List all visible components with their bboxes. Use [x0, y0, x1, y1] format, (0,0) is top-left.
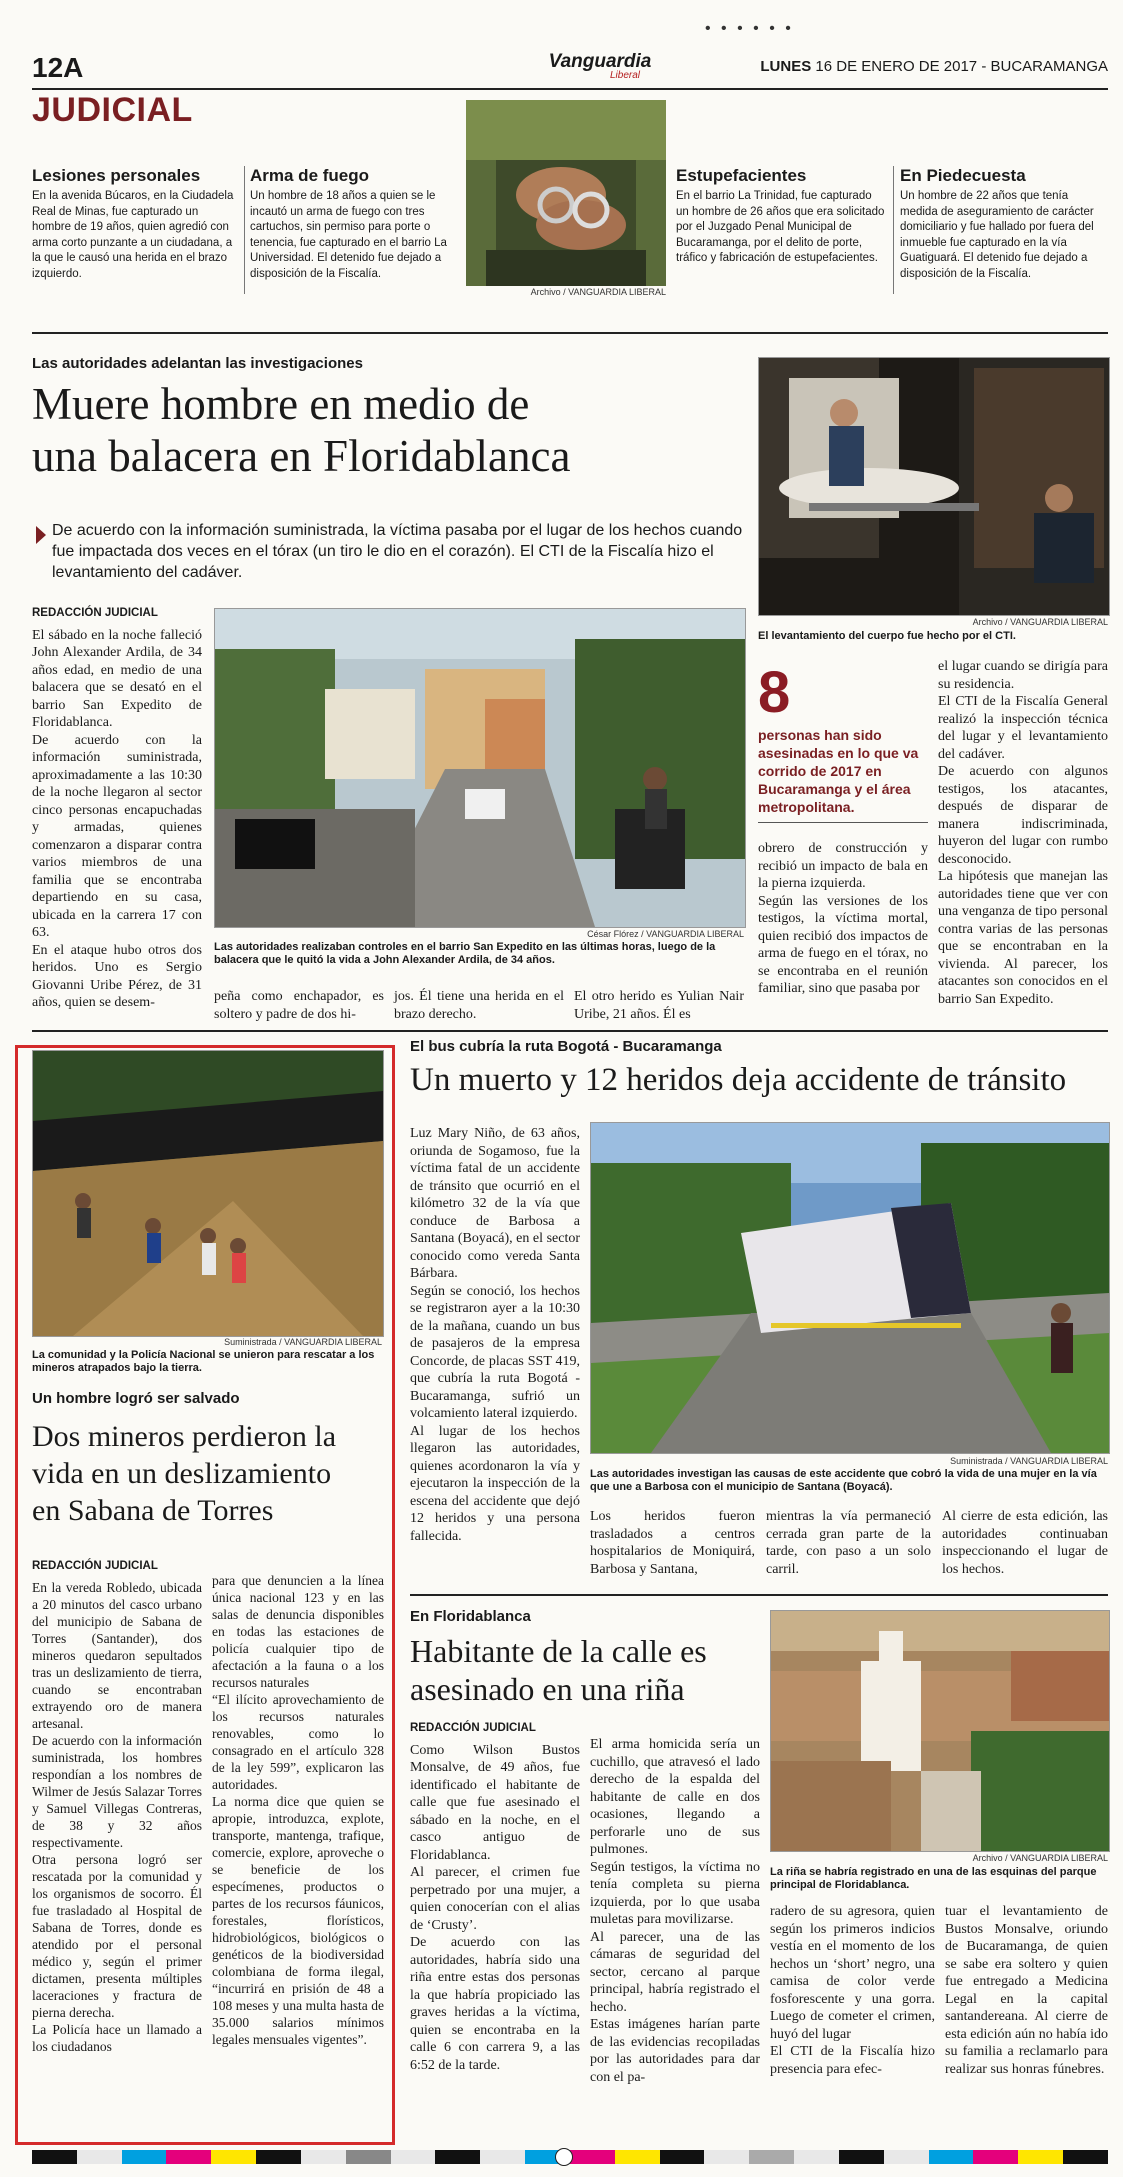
story1-col4: el lugar cuando se dirigía para su residencia. El CTI de la Fiscalía General realizó la inspección técnica del lugar y el levantamiento del cadáver. De acuerdo con algunos testigos, los atacantes, después de disparar de manera indiscriminada, huyeron del lugar con rumbo desconocido. La hipótesis que manejan las autoridades tiene que ver con una venganza de tipo personal contra varias de las personas que se encontraban en la vivienda. Al parecer, los atacantes son conocidos en el barrio San Expedito.: [938, 659, 1108, 1007]
story4-col3: radero de su agresora, quien según los primeros indicios vestía en el momento de los hechos un ‘short’ negro, una camisa de color verde fosforescente y una gorra. Luego de cometer el crimen, huyó del lugar El CTI de la Fiscalía hizo presencia para efec-: [770, 1904, 935, 2077]
story1-col1: [32, 605, 202, 1012]
brief-title: En Piedecuesta: [900, 166, 1026, 185]
story1-lead: De acuerdo con la información suministrada, la víctima pasaba por el lugar de los hechos cuando fue impactada dos veces en el tórax (un tiro le dio en el corazón). El CTI de la Fiscalía hizo el levantamiento del cadáver.: [52, 522, 743, 581]
body-text: El sábado en la noche falleció John Alexander Ardila, de 34 años edad, en medio de una balacera que se desató en el barrio San Expedito de Floridablanca. De acuerdo con la información suministrada, aproximadamente a las 10:30 de la noche llegaron al sector cinco personas encapuchadas y armadas, quienes comenzaron a disparar contra varios miembros de una familia que se encontraba departiendo en su casa, ubicada en la carrera 17 con 63. En el ataque hubo otros dos heridos. Uno es Sergio Giovanni Uribe Pérez, de 31 años, quien se desem-: [32, 627, 202, 1010]
story1-under-photo-3: El otro herido es Yulian Nair Uribe, 21 años. Él es: [574, 989, 744, 1022]
masthead-title: Vanguardia: [548, 51, 652, 72]
story3-col4: Al cierre de esta edición, las autoridades continuaban inspeccionando el lugar de los hechos.: [942, 1509, 1108, 1577]
brief-text: En el barrio La Trinidad, fue capturado un hombre de 26 años que era solicitado por el Juzgado Penal Municipal de Bucaramanga, por el delito de porte, tráfico y fabricación de estupefacientes.: [676, 190, 885, 264]
page-number: 12A: [32, 52, 84, 83]
story4-col2: El arma homicida sería un cuchillo, que atravesó el lado derecho de la espalda del habitante de calle en dos ocasiones, llegando a perforarle uno de sus pulmones. Según testigos, la víctima no tenía completa su pierna izquierda, por lo que usaba muletas para movilizarse. Al parecer, una de las cámaras de seguridad del sector, cercano al parque principal, habría registrado el hecho. Estas imágenes harían parte de las evidencias recopiladas por las autoridades para dar con el pa-: [590, 1737, 760, 2085]
story1-photo-cti: [758, 357, 1110, 616]
brief-text: Un hombre de 22 años que tenía medida de aseguramiento de carácter domiciliario y fue hallado por fuera del inmueble fue capturado en la vía Guatiguará. El detenido fue dejado a disposición de la Fiscalía.: [900, 190, 1094, 280]
story2-photo-caption: La comunidad y la Policía Nacional se unieron para rescatar a los mineros atrapados bajo la tierra.: [32, 1349, 375, 1374]
section-rule: [32, 332, 1108, 334]
story2-col2: para que denuncien a la línea única nacional 123 y en las salas de denuncia disponibles en todas las estaciones de policía cualquier tipo de afectación a la fauna o a los recursos naturales “El ilícito aprovechamiento de los recursos naturales renovables, como lo consagrado en el artículo 328 de la ley 599”, explicaron las autoridades. La norma dice que quien se apropie, introduzca, explote, transporte, mantenga, trafique, comercie, explore, aproveche o se beneficie de los especímenes, productos o partes de los recursos fáunicos, forestales, florísticos, hidrobiológicos, biológicos o genéticos de la biodiversidad colombiana de forma ilegal, “incurrirá en prisión de 48 a 108 meses y una multa hasta de 35.000 salarios mínimos legales mensuales vigentes”.: [212, 1573, 384, 2047]
story3-photo-credit: Suministrada / VANGUARDIA LIBERAL: [950, 1456, 1108, 1466]
date-text: 16 DE ENERO DE 2017 - BUCARAMANGA: [815, 58, 1108, 75]
story4-col1: [410, 1720, 580, 2074]
body-text: Como Wilson Bustos Monsalve, de 49 años, fue identificado el habitante de calle que fue asesinado el sábado en la noche, en el casco antiguo de Floridablanca. Al parecer, el crimen fue perpetrado por una mujer, a quien conocerían con el alias de ‘Crusty’. De acuerdo con las autoridades, habría sido una riña entre estas dos personas la que habría propiciado las graves heridas a la víctima, quien se encontraba en la calle 6 con carrera 9, a las 6:52 de la tarde.: [410, 1742, 580, 2073]
brief-divider: [893, 166, 894, 294]
headline-line: Muere hombre en medio de: [32, 379, 530, 429]
section-rule: [32, 1030, 1108, 1032]
story3-headline: Un muerto y 12 heridos deja accidente de tránsito: [410, 1062, 1067, 1098]
brief-piedecuesta: [900, 166, 1108, 282]
story4-photo-caption: La riña se habría registrado en una de las esquinas del parque principal de Floridablanca.: [770, 1866, 1097, 1891]
story3-col3: mientras la vía permaneció cerrada gran parte de la tarde, con paso a un solo carril.: [766, 1509, 931, 1577]
stat-box: [758, 660, 928, 823]
story2-headline: [32, 1418, 392, 1529]
story3-col2: Los heridos fueron trasladados a centros hospitalarios de Moniquirá, Barbosa y Santana,: [590, 1509, 755, 1577]
crosshair-icon: [555, 2148, 573, 2166]
brief-title: Lesiones personales: [32, 166, 201, 185]
brief-photo-credit: Archivo / VANGUARDIA LIBERAL: [530, 287, 666, 297]
brief-title: Arma de fuego: [250, 166, 370, 185]
story1-photo1-credit: Archivo / VANGUARDIA LIBERAL: [972, 617, 1108, 627]
story2-photo-mine: [32, 1050, 384, 1337]
date-day: LUNES: [760, 58, 812, 75]
page-header: [32, 50, 1108, 90]
story2-col1: [32, 1558, 202, 2055]
brief-lesiones: [32, 166, 237, 282]
story1-kicker: Las autoridades adelantan las investigaciones: [32, 355, 363, 372]
brief-text: En la avenida Búcaros, en la Ciudadela Real de Minas, fue capturado un hombre de 19 años, quien agredió con arma corto punzante a un ciudadana, a la que le causó una herida en el brazo izquierdo.: [32, 190, 234, 280]
headline-line: en Sabana de Torres: [32, 1494, 274, 1527]
brief-arma: [250, 166, 455, 282]
headline-line: Dos mineros perdieron la: [32, 1420, 337, 1453]
handcuffs-photo: [466, 100, 666, 286]
story4-photo-plaza: [770, 1610, 1110, 1852]
story1-under-photo-1: peña como enchapador, es soltero y padre de dos hi-: [214, 989, 384, 1022]
story2-kicker: Un hombre logró ser salvado: [32, 1390, 240, 1407]
stat-text: personas han sido asesinadas en lo que va corrido de 2017 en Bucaramanga y el área metropolitana.: [758, 726, 928, 823]
headline-line: vida en un deslizamiento: [32, 1457, 332, 1490]
byline: REDACCIÓN JUDICIAL: [410, 1722, 536, 1734]
story1-under-photo-2: jos. Él tiene una herida en el brazo derecho.: [394, 989, 564, 1022]
headline-line: asesinado en una riña: [410, 1671, 685, 1707]
story4-headline: [410, 1632, 770, 1708]
story4-col4: tuar el levantamiento de Bustos Monsalve, oriundo de Bucaramanga, de quien se sabe era soltero y quien fue entregado a Medicina Legal en la capital santandereana. Al cierre de esta edición aún no había ido su familia a reclamarlo para realizar sus honras fúnebres.: [945, 1904, 1108, 2077]
brief-text: Un hombre de 18 años a quien se le incautó un arma de fuego con tres cartuchos, sin permiso para porte o tenencia, fue capturado en el barrio La Universidad. El detenido fue dejado a disposición de la Fiscalía.: [250, 190, 447, 280]
section-rule: [410, 1594, 1108, 1596]
headline-line: una balacera en Floridablanca: [32, 431, 571, 481]
stat-number: 8: [758, 660, 791, 725]
story3-kicker: El bus cubría la ruta Bogotá - Bucaramanga: [410, 1038, 722, 1055]
headline-line: Habitante de la calle es: [410, 1633, 707, 1669]
section-title: JUDICIAL: [32, 91, 193, 129]
body-text: En la vereda Robledo, ubicada a 20 minutos del casco urbano del municipio de Sabana de Torres (Santander), dos mineros quedaron sepultados tras un deslizamiento de tierra, cuando se encontraban extrayendo oro de manera artesanal. De acuerdo con la información suministrada, los hombres respondían a los nombres de Wilmer de Jesús Salazar Torres y Samuel Villegas Contreras, de 38 y 32 años respectivamente. Otra persona logró ser rescatada por la comunidad y los organismos de socorro. Él fue trasladado al Hospital de Sabana de Torres, donde es atendido por el personal médico y, según el primer dictamen, presenta múltiples laceraciones y fractura de pierna derecha. La Policía hace un llamado a los ciudadanos: [32, 1580, 202, 2054]
story1-headline: [32, 378, 752, 482]
story4-photo-credit: Archivo / VANGUARDIA LIBERAL: [972, 1853, 1108, 1863]
masthead-subtitle: Liberal: [609, 70, 641, 81]
brief-title: Estupefacientes: [676, 166, 807, 185]
brief-estupefacientes: [676, 166, 886, 267]
story1-photo2-credit: César Flórez / VANGUARDIA LIBERAL: [587, 929, 744, 939]
story2-photo-credit: Suministrada / VANGUARDIA LIBERAL: [224, 1337, 382, 1347]
story1-photo2-caption: Las autoridades realizaban controles en el barrio San Expedito en las últimas horas, luego de la balacera que le quitó la vida a John Alexander Ardila, de 34 años.: [214, 941, 716, 966]
page-date: [760, 58, 1108, 75]
lead-marker: [36, 526, 46, 544]
story4-kicker: En Floridablanca: [410, 1608, 531, 1625]
story1-photo1-caption: El levantamiento del cuerpo fue hecho por el CTI.: [758, 630, 1016, 642]
story3-col1: Luz Mary Niño, de 63 años, oriunda de Sogamoso, fue la víctima fatal de un accidente de tránsito que ocurrió en el kilómetro 32 de la vía que conduce de Barbosa a Santana (Boyacá), en el sector conocido como vereda Santa Bárbara. Según se conoció, los hechos se registraron ayer a la 10:30 de la mañana, cuando un bus de pasajeros de la empresa Concorde, de placas SST 419, que cubría la ruta Bogotá - Bucaramanga, sufrió un volcamiento lateral izquierdo. Al lugar de los hechos llegaron las autoridades, quienes acordonaron la vía y ejecutaron la inspección de la escena del accidente que dejó 12 heridos y una persona fallecida.: [410, 1126, 580, 1544]
masthead-logo: [540, 52, 660, 81]
byline: REDACCIÓN JUDICIAL: [32, 1560, 158, 1572]
brief-divider: [244, 166, 245, 294]
story1-photo-street: [214, 608, 746, 928]
story3-photo-caption: Las autoridades investigan las causas de este accidente que cobró la vida de una mujer en la vía que une a Barbosa con el municipio de Santana (Boyacá).: [590, 1468, 1097, 1493]
story3-photo-bus: [590, 1122, 1110, 1454]
story1-col3: obrero de construcción y recibió un impacto de bala en la pierna izquierda. Según las versiones de los testigos, la víctima mortal, quien recibió dos impactos de arma de fuego en el tórax, no se encontraba en el reunión familiar, sino que pasaba por: [758, 841, 928, 996]
registration-dots: • • • • • •: [705, 20, 794, 37]
byline: REDACCIÓN JUDICIAL: [32, 607, 158, 619]
